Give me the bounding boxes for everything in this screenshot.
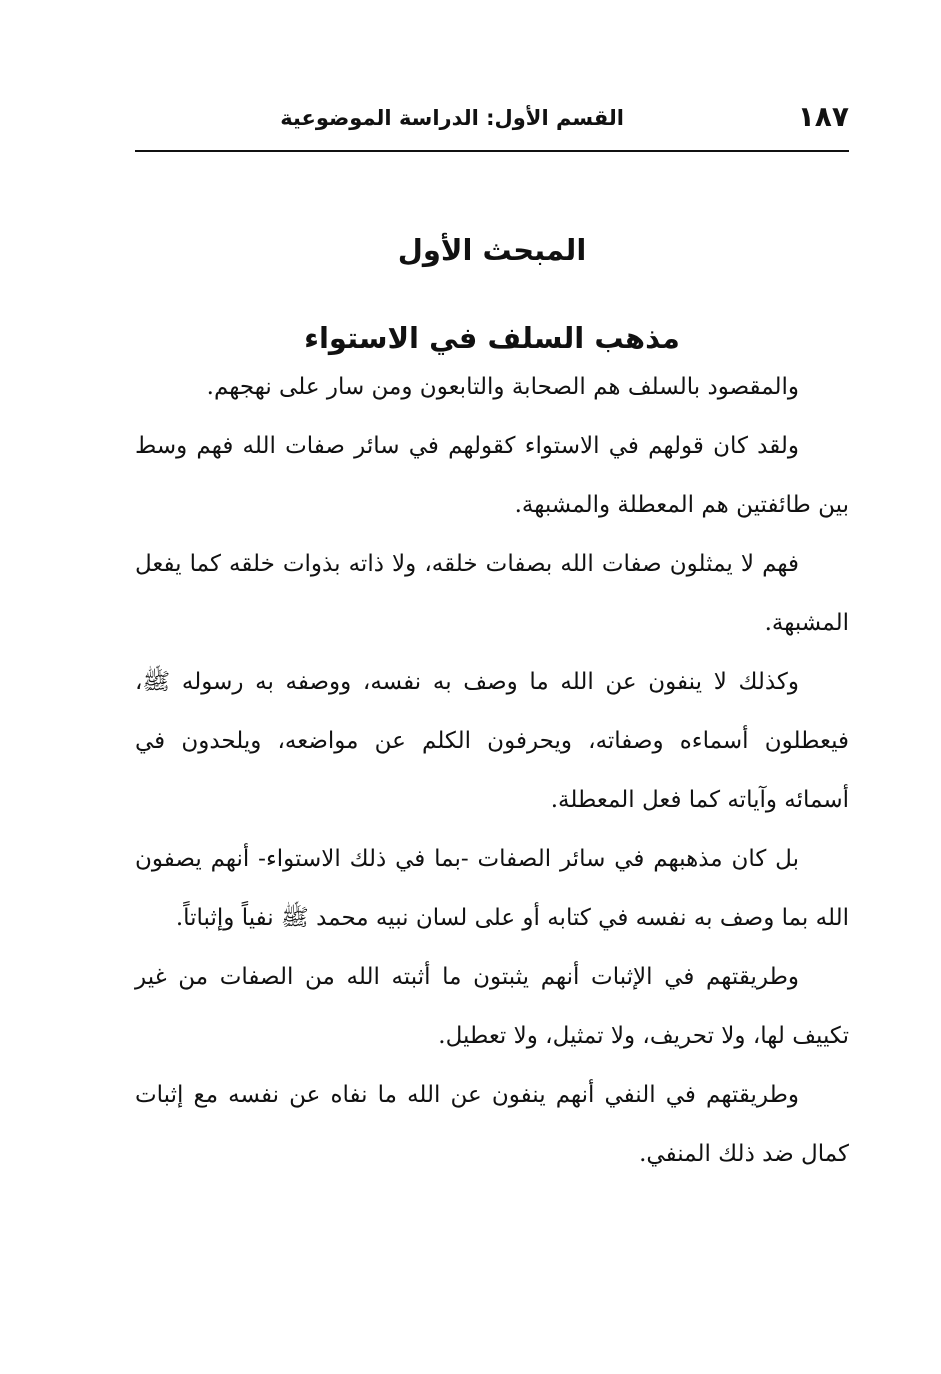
- body-text: [135, 358, 849, 1184]
- paragraph-4: وكذلك لا ينفون عن الله ما وصف به نفسه، ووصفه به رسوله ﷺ، فيعطلون أسماءه وصفاته، ويحرفون الكلم عن مواضعه، ويلحدون في أسمائه وآياته كما فعل المعطلة.: [135, 669, 849, 813]
- paragraph-1: والمقصود بالسلف هم الصحابة والتابعون ومن سار على نهجهم.: [206, 374, 799, 400]
- paragraph-5: بل كان مذهبهم في سائر الصفات -بما في ذلك الاستواء- أنهم يصفون الله بما وصف به نفسه في كتابه أو على لسان نبيه محمد ﷺ نفياً وإثباتاً.: [135, 846, 849, 931]
- paragraph-7: وطريقتهم في النفي أنهم ينفون عن الله ما نفاه عن نفسه مع إثبات كمال ضد ذلك المنفي.: [135, 1082, 849, 1167]
- page-number: ١٨٧: [797, 100, 849, 133]
- running-title: القسم الأول: الدراسة الموضوعية: [280, 106, 624, 130]
- paragraph-6: وطريقتهم في الإثبات أنهم يثبتون ما أثبته الله من الصفات من غير تكييف لها، ولا تحريف، ولا تمثيل، ولا تعطيل.: [135, 964, 849, 1049]
- paragraph-2: ولقد كان قولهم في الاستواء كقولهم في سائر صفات الله فهم وسط بين طائفتين هم المعطلة والمشبهة.: [135, 433, 849, 518]
- section-title: المبحث الأول: [397, 233, 587, 268]
- running-header: [135, 96, 849, 152]
- section-subtitle: مذهب السلف في الاستواء: [304, 321, 680, 356]
- paragraph-3: فهم لا يمثلون صفات الله بصفات خلقه، ولا ذاته بذوات خلقه كما يفعل المشبهة.: [135, 551, 849, 636]
